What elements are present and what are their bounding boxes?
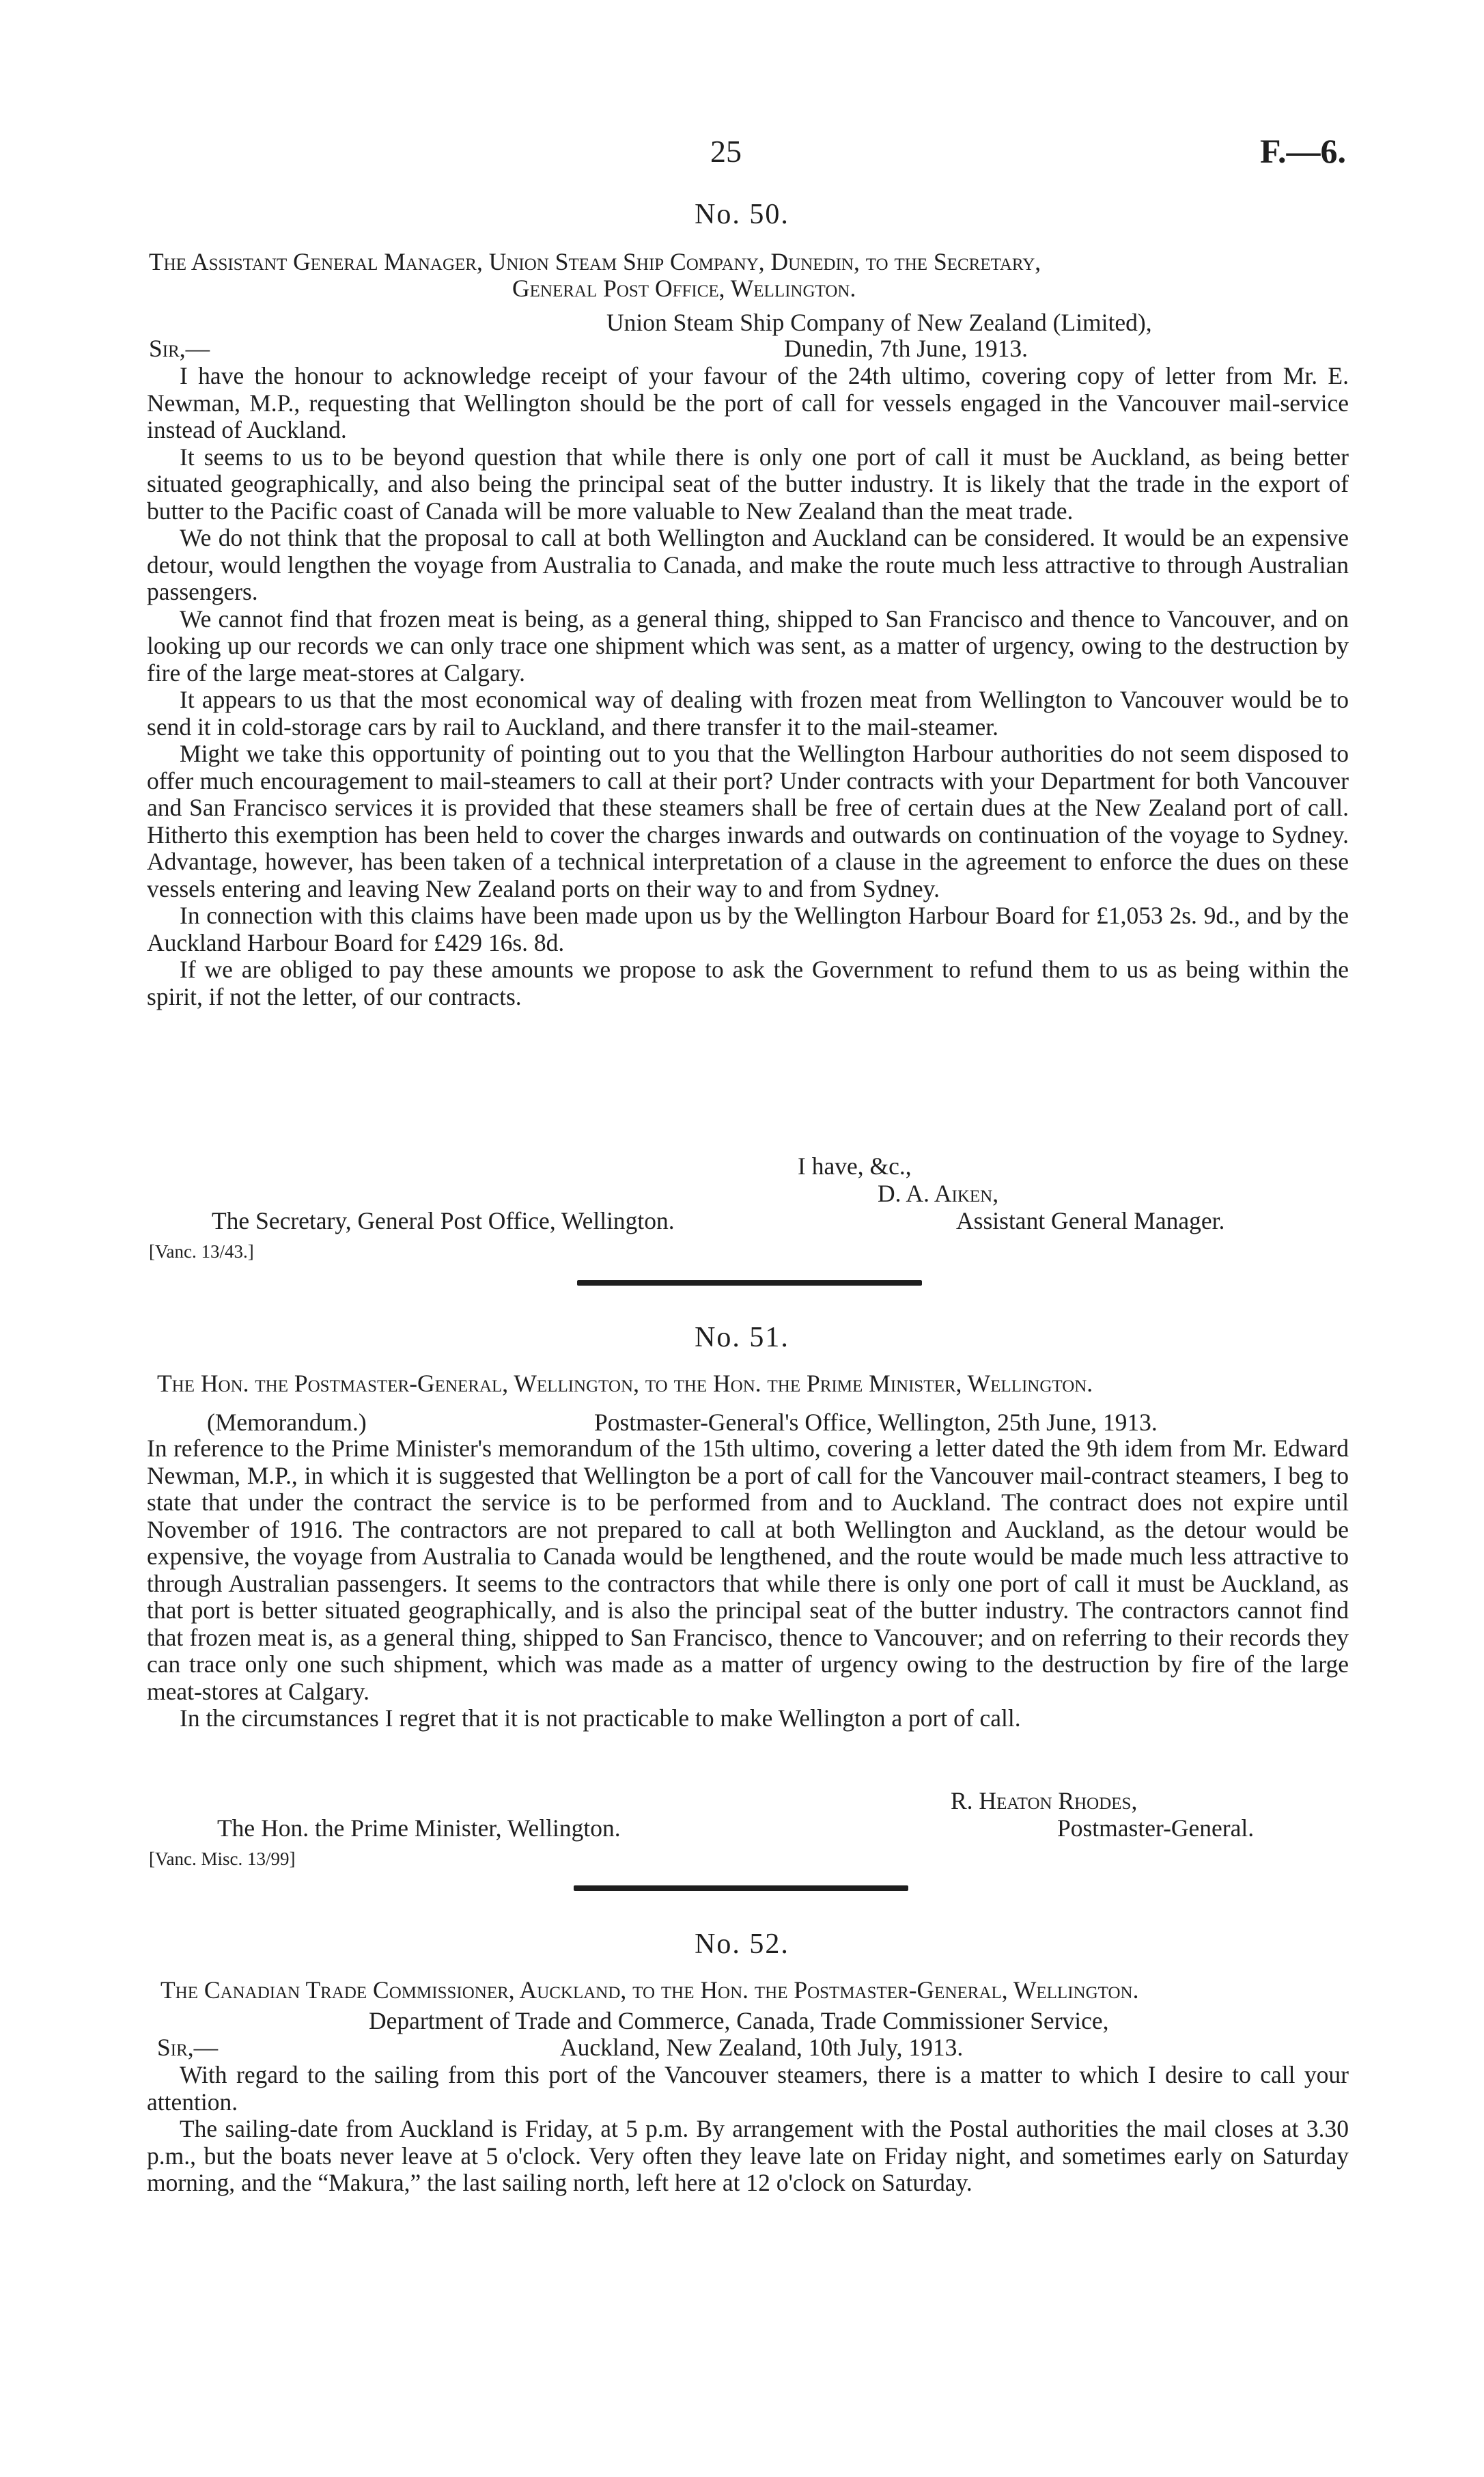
document-heading: The Hon. the Postmaster-General, Wellington, to the Hon. the Prime Minister, Wellington. (157, 1370, 1093, 1397)
letter-body (147, 363, 1349, 1010)
paragraph: The sailing-date from Auckland is Friday, at 5 p.m. By arrangement with the Postal authorities the mail closes at 3.30 p.m., but the boats never leave at 5 o'clock. Very often they leave late on Friday night, and sometimes early on Saturday morning, and the “Makura,” the last sailing north, left here at 12 o'clock on Saturday. (147, 2115, 1349, 2196)
letter-date: Auckland, New Zealand, 10th July, 1913. (560, 2034, 964, 2061)
sender-address: Union Steam Ship Company of New Zealand (Limited), (606, 309, 1152, 336)
sender-address: Department of Trade and Commerce, Canada, Trade Commissioner Service, (369, 2007, 1109, 2034)
paragraph: In connection with this claims have been made upon us by the Wellington Harbour Board for £1,053 2s. 9d., and by the Auckland Harbour Board for £429 16s. 8d. (147, 902, 1349, 956)
document-number: No. 52. (695, 1928, 789, 1960)
signatory-title: Assistant General Manager. (956, 1207, 1225, 1234)
addressee: The Secretary, General Post Office, Wellington. (212, 1207, 675, 1234)
letter-date: Dunedin, 7th June, 1913. (784, 335, 1028, 362)
memorandum-label: (Memorandum.) (207, 1409, 367, 1436)
paragraph: We do not think that the proposal to call at both Wellington and Auckland can be considered. It would be an expensive detour, would lengthen the voyage from Australia to Canada, and make the route much less attractive to through Australian passengers. (147, 524, 1349, 605)
document-number: No. 51. (695, 1322, 789, 1353)
salutation: Sir,— (149, 335, 210, 362)
document-heading: The Assistant General Manager, Union Steam Ship Company, Dunedin, to the Secretary, (149, 248, 1041, 275)
section-divider (574, 1885, 908, 1891)
file-reference: [Vanc. 13/43.] (149, 1241, 254, 1262)
signature: R. Heaton Rhodes, (951, 1787, 1138, 1814)
paragraph: In the circumstances I regret that it is not practicable to make Wellington a port of call. (180, 1704, 1021, 1732)
document-heading-continued: General Post Office, Wellington. (512, 275, 856, 302)
section-divider (577, 1280, 922, 1286)
paragraph: I have the honour to acknowledge receipt of your favour of the 24th ultimo, covering copy of letter from Mr. E. Newman, M.P., requesting that Wellington should be the port of call for vessels engaged in the Vancouver mail-service instead of Auckland. (147, 362, 1349, 443)
paragraph: With regard to the sailing from this port of the Vancouver steamers, there is a matter to which I desire to call your attention. (147, 2061, 1349, 2116)
paragraph: It seems to us to be beyond question that while there is only one port of call it must be Auckland, as being better situated geographically, and also being the principal seat of the butter industry. It is likely that the trade in the export of butter to the Pacific coast of Canada will be more valuable to New Zealand than the meat trade. (147, 443, 1349, 525)
document-number: No. 50. (695, 199, 789, 230)
paragraph: In reference to the Prime Minister's memorandum of the 15th ultimo, covering a letter dated the 9th idem from Mr. Edward Newman, M.P., in which it is suggested that Wellington be a port of call for the Vancouver mail-contract steamers, I beg to state that under the contract the service is to be performed from and to Auckland. The contract does not expire until November of 1916. The contractors are not prepared to call at both Wellington and Auckland, as the detour would be expensive, the voyage from Australia to Canada would be lengthened, and the route would be made much less attractive to through Australian passengers. It seems to the contractors that while there is only one port of call it must be Auckland, as that port is better situated geographically, and is also the principal seat of the butter industry. The contractors cannot find that frozen meat is, as a general thing, shipped to San Francisco, thence to Vancouver; and on referring to their records they can trace only one such shipment, which was made as a matter of urgency owing to the destruction by fire of the large meat-stores at Calgary. (147, 1435, 1349, 1705)
document-heading: The Canadian Trade Commissioner, Auckland, to the Hon. the Postmaster-General, Wellington. (160, 1976, 1139, 2004)
salutation: Sir,— (157, 2034, 219, 2061)
signatory-title: Postmaster-General. (1057, 1814, 1255, 1842)
letter-body (147, 2062, 1349, 2197)
signature: D. A. Aiken, (878, 1180, 999, 1207)
complimentary-close: I have, &c., (798, 1152, 912, 1180)
file-reference: [Vanc. Misc. 13/99] (149, 1849, 296, 1869)
paragraph: If we are obliged to pay these amounts we propose to ask the Government to refund them to us as being within the spirit, if not the letter, of our contracts. (147, 956, 1349, 1010)
paragraph: We cannot find that frozen meat is being, as a general thing, shipped to San Francisco and thence to Vancouver, and on looking up our records we can only trace one shipment which was sent, as a matter of urgency, owing to the destruction by fire of the large meat-stores at Calgary. (147, 605, 1349, 687)
page-number: 25 (710, 134, 742, 169)
office-date: Postmaster-General's Office, Wellington, 25th June, 1913. (594, 1409, 1158, 1436)
addressee: The Hon. the Prime Minister, Wellington. (217, 1814, 621, 1842)
paragraph: It appears to us that the most economical way of dealing with frozen meat from Wellington to Vancouver would be to send it in cold-storage cars by rail to Auckland, and there transfer it to the mail-steamer. (147, 686, 1349, 741)
document-reference: F.—6. (1260, 132, 1346, 170)
paragraph: Might we take this opportunity of pointing out to you that the Wellington Harbour authorities do not seem disposed to offer much encouragement to mail-steamers to call at their port? Under contracts with your Department for both Vancouver and San Francisco services it is provided that these steamers shall be free of certain dues at the New Zealand port of call. Hitherto this exemption has been held to cover the charges inwards and outwards on continuation of the voyage to Sydney. Advantage, however, has been taken of a technical interpretation of a clause in the agreement to enforce the dues on these vessels entering and leaving New Zealand ports on their way to and from Sydney. (147, 740, 1349, 902)
memorandum-body (147, 1435, 1349, 1732)
